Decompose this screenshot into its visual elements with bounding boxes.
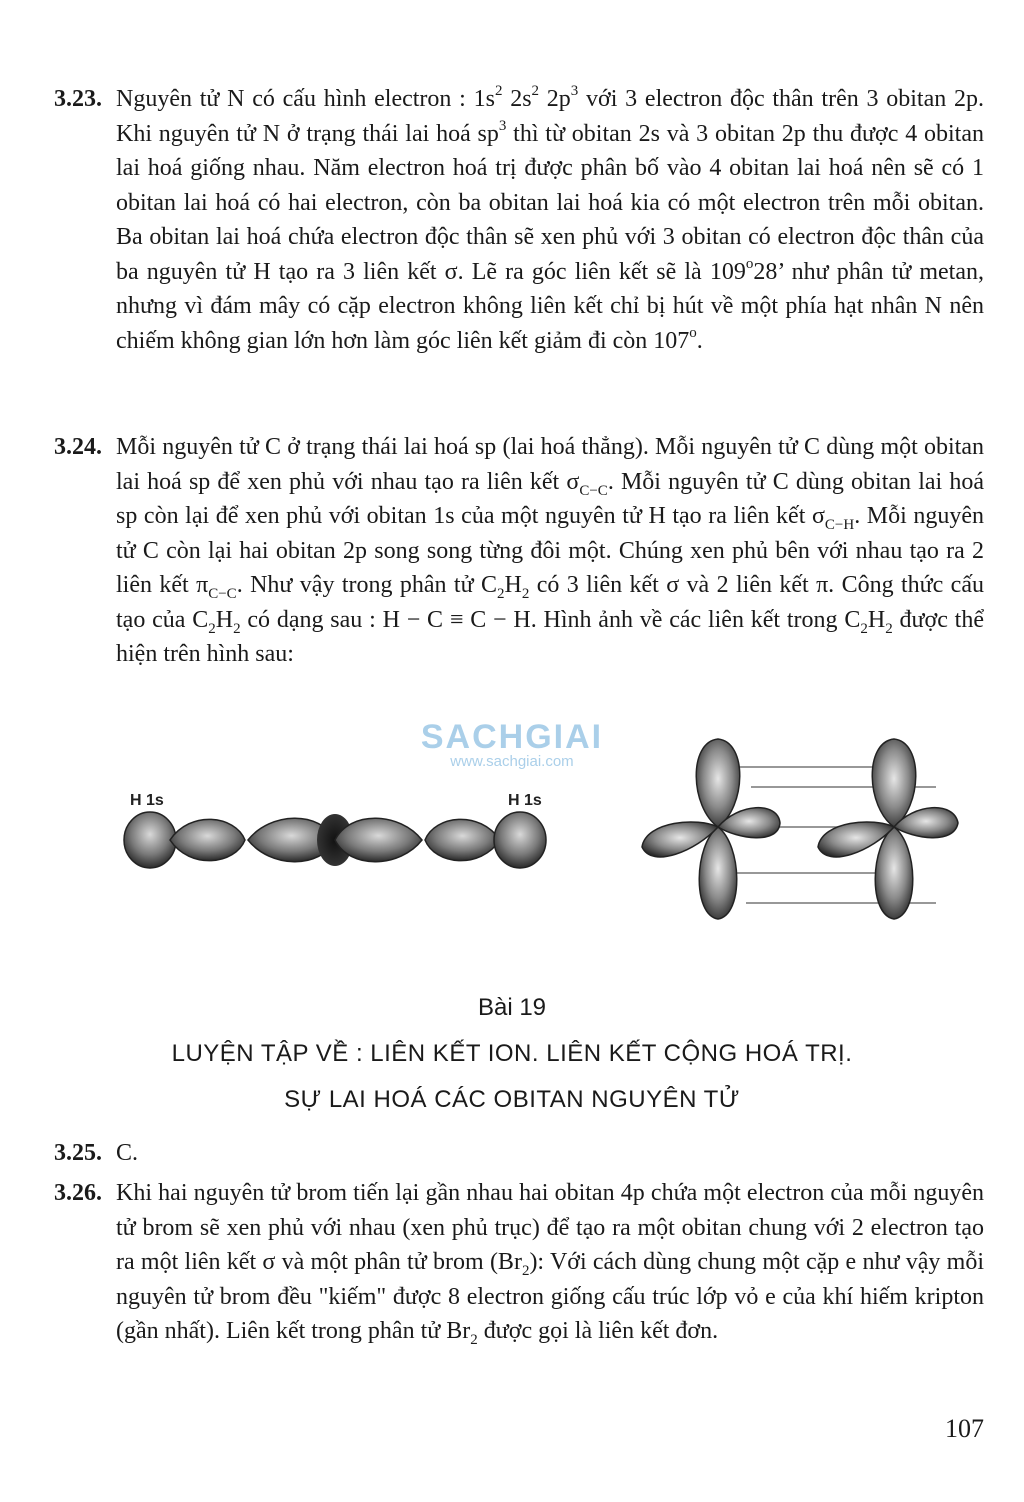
section-title-line1: LUYỆN TẬP VỀ : LIÊN KẾT ION. LIÊN KẾT CỘNG HOÁ TRỊ. [171, 1040, 853, 1067]
answer-number: 3.23. [54, 86, 102, 112]
answer-text: Mỗi nguyên tử C ở trạng thái lai hoá sp (lai hoá thẳng). Mỗi nguyên tử C dùng một obitan lai hoá sp để xen phủ với nhau tạo ra liên kết $\sigma_{C-C}$. Mỗi nguyên tử C dùng obitan lai hoá sp còn lại để xen phủ với obitan 1s của một nguyên tử H tạo ra liên kết $\sigma_{C-H}$. Mỗi nguyên tử C còn lại hai obitan 2p song song từng đôi một. Chúng xen phủ bên với nhau tạo ra 2 liên kết $\pi_{C-C}$. Như vậy trong phân tử $C_2H_2$ có 3 liên kết σ và 2 liên kết π. Công thức cấu tạo của $C_2H_2$ có dạng sau : H − C ≡ C − H. Hình ảnh về các liên kết trong $C_2H_2$ được thể hiện trên hình sau: [116, 434, 985, 667]
watermark [402, 718, 622, 770]
watermark-logo: SACHGIAI [420, 718, 604, 756]
answer-number: 3.25. [54, 1140, 102, 1166]
h1s-orbital-right [494, 812, 546, 868]
lesson-number: Bài 19 [477, 994, 547, 1021]
answer-3-25 [54, 1136, 984, 1171]
answer-text: Khi hai nguyên tử brom tiến lại gần nhau hai obitan 4p chứa một electron của mỗi nguyên tử brom sẽ xen phủ với nhau (xen phủ trục) để tạo ra một obitan chung với 2 electron tạo ra một liên kết σ và một phân tử brom $(Br_2)$: Với cách dùng chung một cặp e như vậy mỗi nguyên tử brom đều "kiếm" được 8 electron giống cấu trúc lớp vỏ e của khí hiếm kripton (gần nhất). Liên kết trong phân tử $Br_2$ được gọi là liên kết đơn. [116, 1180, 984, 1348]
carbon-p-orbitals-left [642, 739, 780, 919]
sp-lobe-right-inner [335, 818, 422, 862]
pi-bond-figure [636, 735, 988, 920]
answer-3-23 [54, 82, 984, 358]
carbon-p-orbitals-right [818, 739, 958, 919]
answer-number: 3.24. [54, 434, 102, 460]
sp-lobe-right-outer [425, 819, 500, 860]
h1s-label-left: H 1s [130, 792, 164, 809]
sp-lobe-left-outer [170, 819, 245, 860]
answer-text: C. [116, 1140, 139, 1166]
sigma-bond-figure [120, 800, 550, 880]
answer-text: Nguyên tử N có cấu hình electron : $1s^2$ $2s^2$ $2p^3$ với 3 electron độc thân trên 3 obitan 2p. Khi nguyên tử N ở trạng thái lai hoá $sp^3$ thì từ obitan 2s và 3 obitan 2p thu được 4 obitan lai hoá giống nhau. Năm electron hoá trị được phân bố vào 4 obitan lai hoá nên sẽ có 1 obitan lai hoá có hai electron, còn ba obitan lai hoá kia có một electron trên mỗi obitan. Ba obitan lai hoá chứa electron độc thân sẽ xen phủ với 3 obitan có electron độc thân của ba nguyên tử H tạo ra 3 liên kết σ. Lẽ ra góc liên kết sẽ là 109$^o$28’ như phân tử metan, nhưng vì đám mây có cặp electron không liên kết chỉ bị hút về một phía hạt nhân N nên chiếm không gian lớn hơn làm góc liên kết giảm đi còn 107$^o$. [116, 83, 985, 354]
section-title-line2: SỰ LAI HOÁ CÁC OBITAN NGUYÊN TỬ [284, 1086, 740, 1113]
answer-3-26 [54, 1176, 984, 1349]
answer-3-24 [54, 430, 984, 672]
h1s-label-right: H 1s [508, 792, 542, 809]
p-lobe [875, 827, 913, 919]
h1s-orbital-left [124, 812, 176, 868]
watermark-url: www.sachgiai.com [450, 753, 574, 770]
p-lobe [699, 827, 737, 919]
page-number: 107 [945, 1414, 984, 1443]
answer-number: 3.26. [54, 1180, 102, 1206]
